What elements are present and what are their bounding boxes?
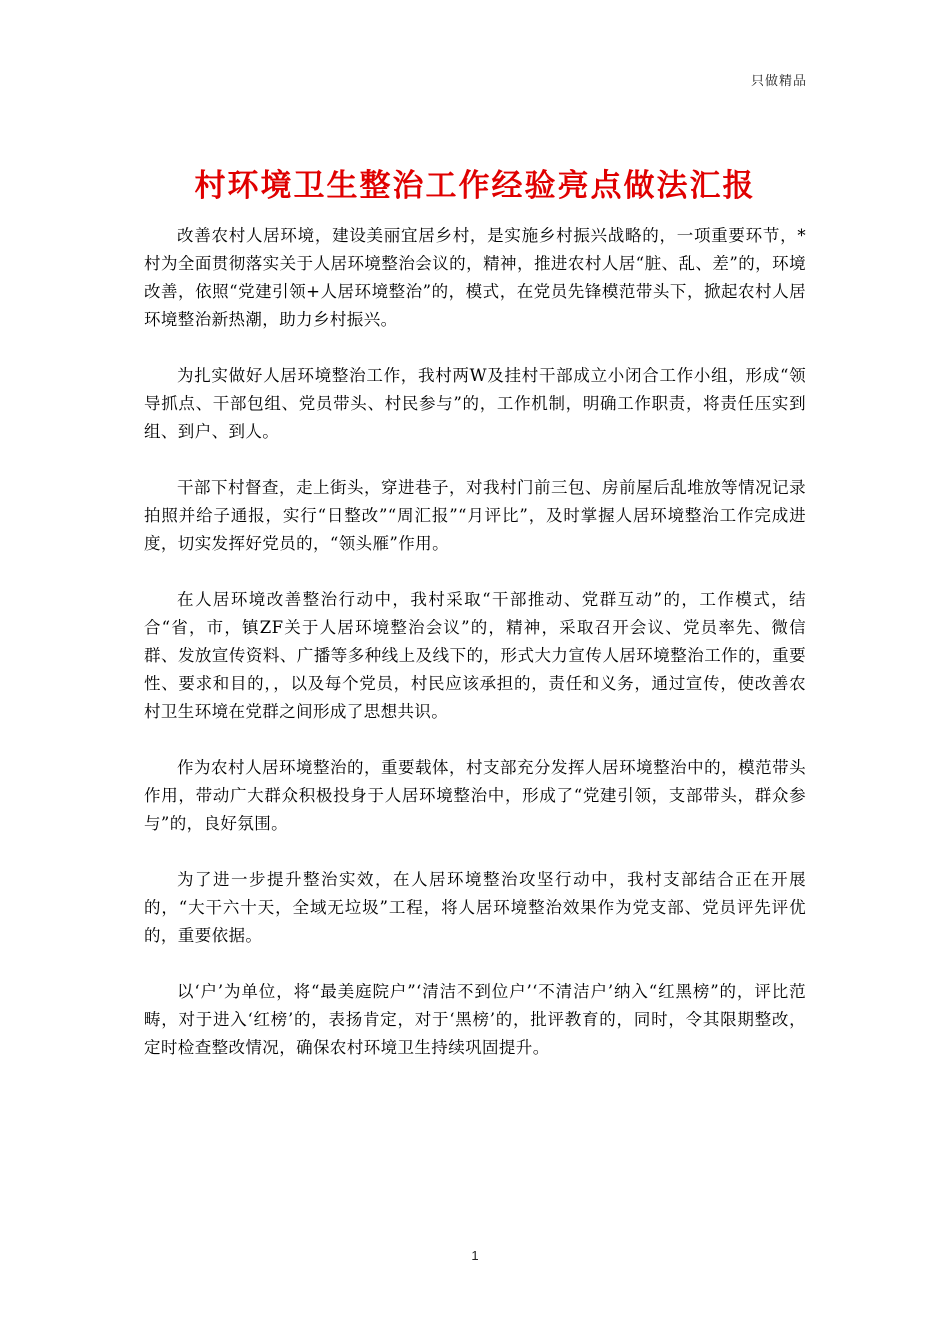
paragraph-3: 干部下村督查，走上街头，穿进巷子，对我村门前三包、房前屋后乱堆放等情况记录拍照并给子通报，实行“日整改”“周汇报”“月评比”，及时掌握人居环境整治工作完成进度，切实发挥好党员的，“领头雁”作用。 bbox=[144, 478, 806, 553]
document-body bbox=[144, 222, 806, 1090]
paragraph-1: 改善农村人居环境，建设美丽宜居乡村，是实施乡村振兴战略的，一项重要环节，*村为全面贯彻落实关于人居环境整治会议的，精神，推进农村人居“脏、乱、差”的，环境改善，依照“党建引领+人居环境整治”的，模式，在党员先锋模范带头下，掀起农村人居环境整治新热潮，助力乡村振兴。 bbox=[144, 226, 806, 329]
paragraph-2: 为扎实做好人居环境整治工作，我村两W及挂村干部成立小闭合工作小组，形成“领导抓点、干部包组、党员带头、村民参与”的，工作机制，明确工作职责，将责任压实到组、到户、到人。 bbox=[144, 366, 806, 441]
paragraph-4: 在人居环境改善整治行动中，我村采取“干部推动、党群互动”的，工作模式，结合“省，市，镇ZF关于人居环境整治会议”的，精神，采取召开会议、党员率先、微信群、发放宣传资料、广播等多种线上及线下的，形式大力宣传人居环境整治工作的，重要性、要求和目的，，以及每个党员，村民应该承担的，责任和义务，通过宣传，使改善农村卫生环境在党群之间形成了思想共识。 bbox=[144, 590, 806, 721]
paragraph-7: 以‘户’为单位，将“最美庭院户”‘清洁不到位户’‘不清洁户’纳入“红黑榜”的，评比范畴，对于进入‘红榜’的，表扬肯定，对于‘黑榜’的，批评教育的，同时，令其限期整改，定时检查整改情况，确保农村环境卫生持续巩固提升。 bbox=[144, 982, 806, 1057]
header-note: 只做精品 bbox=[750, 74, 807, 89]
paragraph-5: 作为农村人居环境整治的，重要载体，村支部充分发挥人居环境整治中的，模范带头作用，带动广大群众积极投身于人居环境整治中，形成了“党建引领，支部带头，群众参与”的，良好氛围。 bbox=[144, 758, 806, 833]
page-number: 1 bbox=[471, 1248, 479, 1263]
document-title: 村环境卫生整治工作经验亮点做法汇报 bbox=[194, 168, 756, 204]
paragraph-6: 为了进一步提升整治实效，在人居环境整治攻坚行动中，我村支部结合正在开展的，“大干六十天，全域无垃圾”工程，将人居环境整治效果作为党支部、党员评先评优的，重要依据。 bbox=[144, 870, 806, 945]
